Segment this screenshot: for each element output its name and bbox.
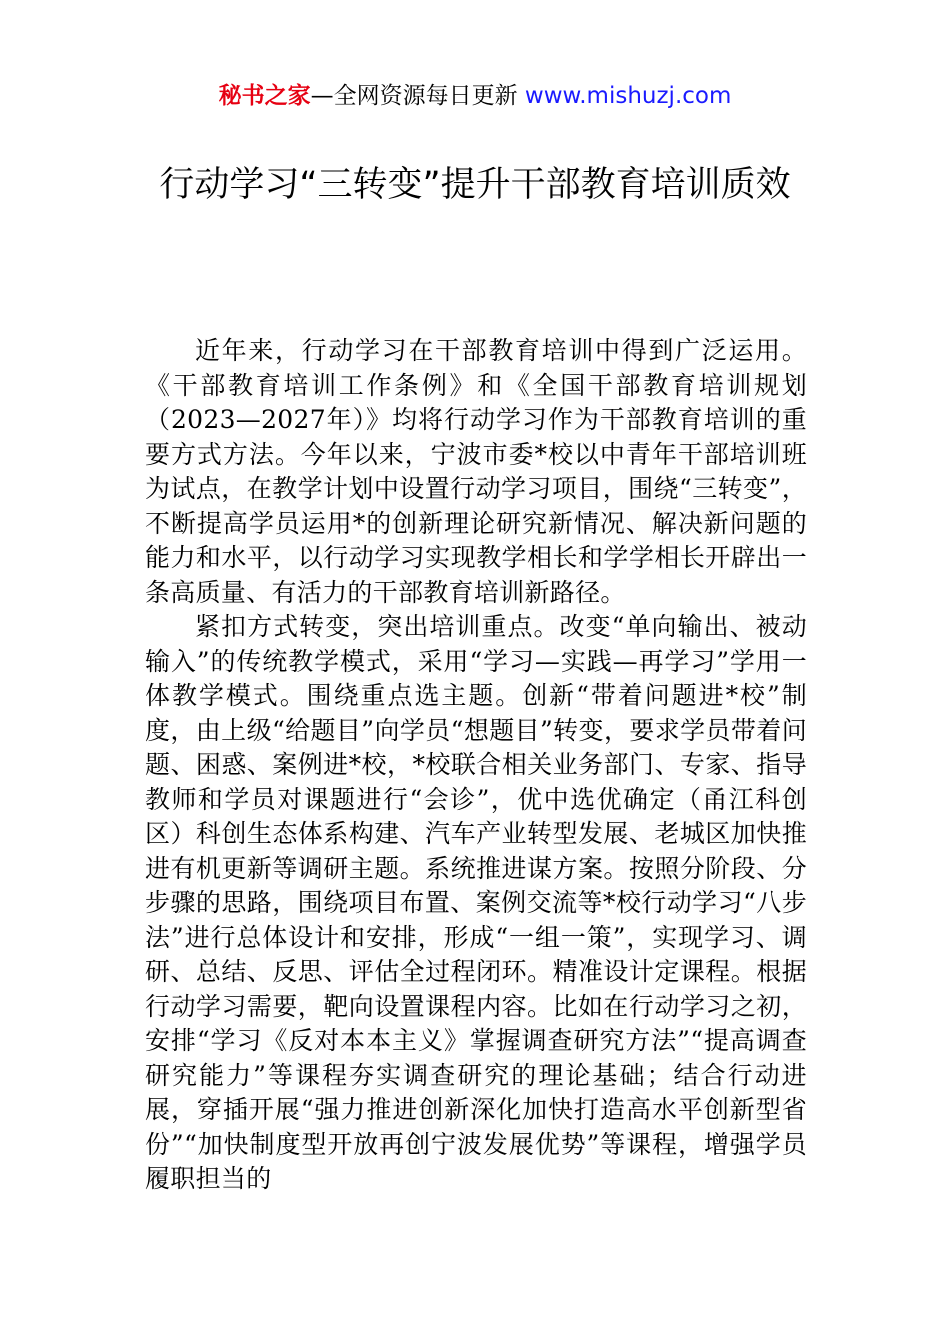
document-title: 行动学习“三转变”提升干部教育培训质效 bbox=[159, 165, 791, 205]
paragraph-intro: 近年来，行动学习在干部教育培训中得到广泛运用。《干部教育培训工作条例》和《全国干部教育培训规划（2023—2027年）》均将行动学习作为干部教育培训的重要方式方法。今年以来，宁波市委*校以中青年干部培训班为试点，在教学计划中设置行动学习项目，围绕“三转变”，不断提高学员运用*的创新理论研究新情况、解决新问题的能力和水平，以行动学习实现教学相长和学学相长开辟出一条高质量、有活力的干部教育培训新路径。 bbox=[145, 336, 807, 607]
site-header bbox=[0, 80, 950, 112]
site-brand: 秘书之家 bbox=[218, 83, 311, 109]
document-body bbox=[145, 334, 807, 1197]
site-tagline: —全网资源每日更新 bbox=[310, 83, 525, 109]
site-url-link[interactable]: www.mishuzj.com bbox=[524, 83, 732, 109]
paragraph-method-shift: 紧扣方式转变，突出培训重点。改变“单向输出、被动输入”的传统教学模式，采用“学习—实践—再学习”学用一体教学模式。围绕重点选主题。创新“带着问题进*校”制度，由上级“给题目”向学员“想题目”转变，要求学员带着问题、困惑、案例进*校，*校联合相关业务部门、专家、指导教师和学员对课题进行“会诊”，优中选优确定（甬江科创区）科创生态体系构建、汽车产业转型发展、老城区加快推进有机更新等调研主题。系统推进谋方案。按照分阶段、分步骤的思路，围绕项目布置、案例交流等*校行动学习“八步法”进行总体设计和安排，形成“一组一策”，实现学习、调研、总结、反思、评估全过程闭环。精准设计定课程。根据行动学习需要，靶向设置课程内容。比如在行动学习之初，安排“学习《反对本本主义》掌握调查研究方法”“提高调查研究能力”等课程夯实调查研究的理论基础；结合行动进展，穿插开展“强力推进创新深化加快打造高水平创新型省份”“加快制度型开放再创宁波发展优势”等课程，增强学员履职担当的 bbox=[145, 612, 807, 1193]
